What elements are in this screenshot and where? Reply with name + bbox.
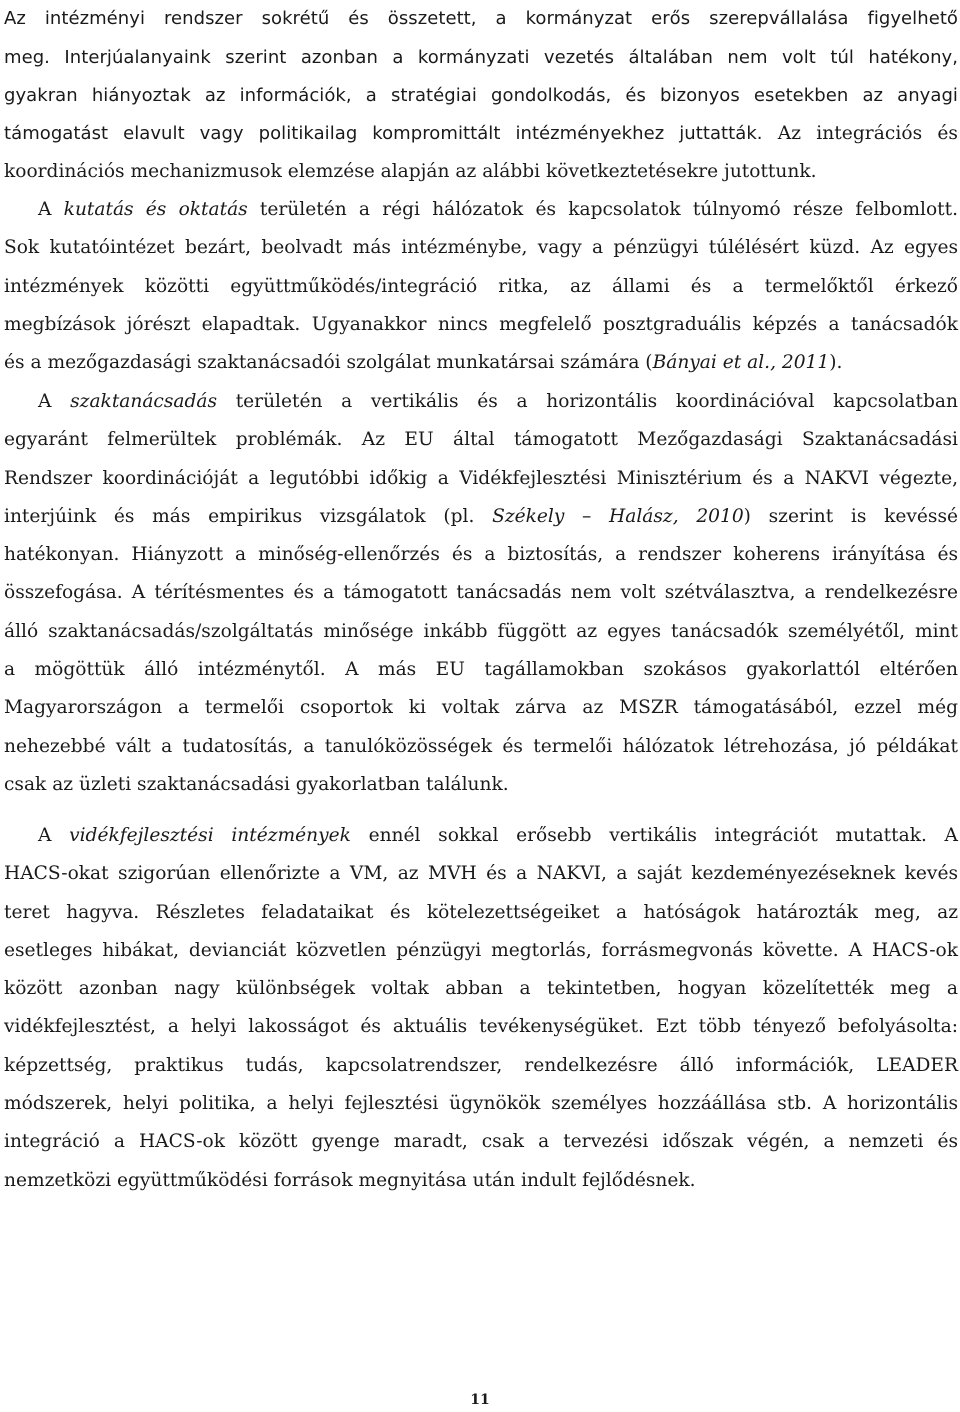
p3-emphasis: szaktanácsadás (70, 391, 218, 412)
p4-line-5: között azonban nagy különbségek voltak abban a tekintetben, hogyan közelítették meg a (4, 978, 958, 1000)
p3-line-1-rest: területén a vertikális és a horizontális koordinációval kapcsolatban (217, 391, 958, 412)
p2-end: ). (829, 352, 843, 374)
p3-lead: A (38, 391, 71, 412)
p3-line-4 (4, 498, 958, 536)
p1-line-1: Az intézményi rendszer sokrétű és összetett, a kormányzat erős szerepvállalása figyelhető (4, 8, 958, 29)
p1-line-5: koordinációs mechanizmusok elemzése alapján az alábbi következtetésekre jutottunk. (4, 161, 817, 182)
p4-line-4: esetleges hibákat, devianciát közvetlen pénzügyi megtorlás, forrásmegvonás követte. A HACS-ok (4, 939, 958, 961)
p3-line-4-pre: interjúink és más empirikus vizsgálatok (pl. (4, 505, 493, 527)
p3-line-8: a mögöttük álló intézménytől. A más EU tagállamokban szokásos gyakorlattól eltérően (4, 659, 958, 681)
p4-line-3: teret hagyva. Részletes feladataikat és kötelezettségeiket a hatóságok határozták meg, az (4, 901, 958, 923)
page-number: 11 (470, 1392, 490, 1408)
paragraph-2 (4, 191, 958, 382)
p2-line-1 (4, 191, 958, 229)
p2-line-1-rest: területén a régi hálózatok és kapcsolatok túlnyomó része felbomlott. (247, 199, 958, 220)
p2-line-4: megbízások jórészt elapadtak. Ugyanakkor nincs megfelelő posztgraduális képzés a tanácsadók (4, 313, 958, 335)
p4-line-1-rest: ennél sokkal erősebb vertikális integrációt mutattak. A (350, 825, 958, 846)
p2-line-3: intézmények közötti együttműködés/integráció ritka, az állami és a termelőktől érkező (4, 275, 958, 297)
p3-line-3: Rendszer koordinációját a legutóbbi időkig a Vidékfejlesztési Minisztérium és a NAKVI végezte, (4, 467, 958, 489)
p4-line-10: nemzetközi együttműködési források megnyitása után indult fejlődésnek. (4, 1169, 696, 1191)
p2-lead: A (38, 199, 64, 220)
p3-line-1 (4, 383, 958, 421)
p1-line-4-text: támogatást elavult vagy politikailag kompromittált intézményekhez juttatták. (4, 123, 763, 144)
p1-line-4 (4, 115, 958, 153)
p2-line-2: Sok kutatóintézet bezárt, beolvadt más intézménybe, vagy a pénzügyi túlélésért küzd. Az egyes (4, 237, 958, 259)
p4-line-8: módszerek, helyi politika, a helyi fejlesztési ügynökök személyes hozzáállása stb. A horizontális (4, 1093, 958, 1115)
p1-line-2: meg. Interjúalanyaink szerint azonban a kormányzati vezetés általában nem volt túl hatékony, (4, 47, 958, 68)
p4-line-1 (4, 817, 958, 855)
paragraph-1-end (4, 153, 958, 191)
p2-line-5-text: és a mezőgazdasági szaktanácsadói szolgálat munkatársai számára ( (4, 352, 653, 374)
p3-line-9: Magyarországon a termelői csoportok ki voltak zárva az MSZR támogatásából, ezzel még (4, 697, 958, 719)
paragraph-4 (4, 817, 958, 1200)
p3-line-11: csak az üzleti szaktanácsadási gyakorlatban találunk. (4, 773, 509, 795)
p3-line-4-post: ) szerint is kevéssé (743, 505, 958, 527)
p3-line-10: nehezebbé vált a tudatosítás, a tanulóközösségek és termelői hálózatok létrehozása, jó példákat (4, 735, 958, 757)
p4-lead: A (38, 825, 70, 846)
p4-line-9: integráció a HACS-ok között gyenge maradt, csak a tervezési időszak végén, a nemzeti és (4, 1131, 958, 1153)
p3-line-5: hatékonyan. Hiányzott a minőség-ellenőrzés és a biztosítás, a rendszer koherens irányítása és (4, 544, 958, 566)
p4-line-7: képzettség, praktikus tudás, kapcsolatrendszer, rendelkezésre álló információk, LEADER (4, 1054, 958, 1076)
p1-line-4-tail: Az integrációs és (762, 123, 958, 144)
p2-citation: Bányai et al., 2011 (652, 352, 830, 374)
p4-line-2: HACS-okat szigorúan ellenőrizte a VM, az MVH és a NAKVI, a saját kezdeményezéseknek kevés (4, 863, 958, 885)
p4-line-6: vidékfejlesztést, a helyi lakosságot és aktuális tevékenységüket. Ezt több tényező befolyásolta: (4, 1016, 958, 1038)
p3-citation: Székely – Halász, 2010 (492, 505, 744, 527)
paragraph-1 (4, 0, 958, 153)
p3-line-7: álló szaktanácsadás/szolgáltatás minősége inkább függött az egyes tanácsadók személyétől, mint (4, 620, 958, 642)
p2-emphasis: kutatás és oktatás (63, 199, 248, 220)
p2-line-5 (4, 344, 958, 382)
p3-line-6: összefogása. A térítésmentes és a támogatott tanácsadás nem volt szétválasztva, a rendelkezésre (4, 582, 958, 604)
p3-line-2: egyaránt felmerültek problémák. Az EU által támogatott Mezőgazdasági Szaktanácsadási (4, 429, 958, 451)
paragraph-3 (4, 383, 958, 804)
p1-line-3: gyakran hiányoztak az információk, a stratégiai gondolkodás, és bizonyos esetekben az anyagi (4, 85, 958, 106)
p4-emphasis: vidékfejlesztési intézmények (69, 825, 351, 846)
